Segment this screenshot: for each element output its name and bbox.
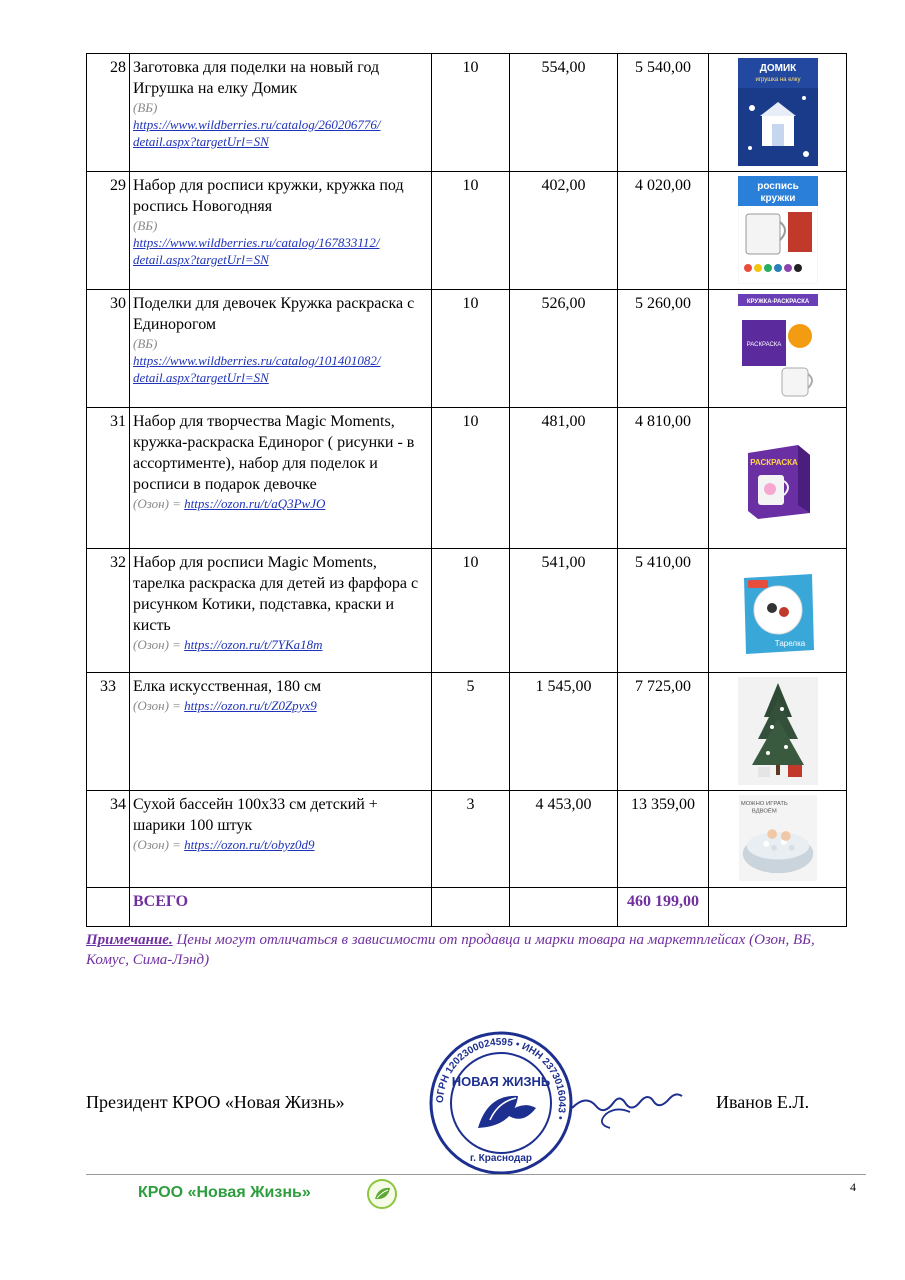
item-image-cell <box>709 549 847 673</box>
table-row <box>87 673 847 791</box>
source-label: (Озон) = <box>133 496 185 511</box>
item-qty: 10 <box>432 290 510 408</box>
product-image-unicorn-mug <box>738 294 818 402</box>
item-image-cell <box>709 290 847 408</box>
product-image-ball-pit <box>738 795 818 881</box>
item-total: 5 260,00 <box>618 290 709 408</box>
item-link[interactable]: https://ozon.ru/t/aQ3PwJO <box>184 496 326 511</box>
product-image-plate-kit <box>738 558 818 666</box>
item-source <box>133 217 428 268</box>
item-qty: 3 <box>432 791 510 888</box>
table-row <box>87 172 847 290</box>
leaf-logo-icon <box>366 1178 398 1210</box>
item-cell <box>130 54 432 172</box>
footer-divider <box>86 1174 866 1175</box>
svg-text:МОЖНО ИГРАТЬ: МОЖНО ИГРАТЬ <box>740 800 788 807</box>
item-link[interactable]: https://ozon.ru/t/obyz0d9 <box>184 837 315 852</box>
svg-text:ОГРН 1202300024595 • ИНН 23730: ОГРН 1202300024595 • ИНН 2373016043 • <box>434 1036 568 1121</box>
row-number: 29 <box>87 172 130 290</box>
product-image-magic-moments-mug <box>738 425 818 533</box>
item-link[interactable]: https://ozon.ru/t/7YKa18m <box>184 637 323 652</box>
total-row <box>87 888 847 927</box>
items-table <box>86 53 847 927</box>
svg-text:роспись: роспись <box>756 181 799 192</box>
item-name: Заготовка для поделки на новый год Игрушка на елку Домик <box>133 59 380 97</box>
item-qty: 10 <box>432 54 510 172</box>
svg-text:Тарелка: Тарелка <box>774 638 805 648</box>
organization-stamp <box>428 1030 574 1176</box>
row-number: 34 <box>87 791 130 888</box>
svg-text:КРУЖКА-РАСКРАСКА: КРУЖКА-РАСКРАСКА <box>746 299 809 305</box>
item-name: Сухой бассейн 100х33 см детский + шарики 100 штук <box>133 796 378 834</box>
row-number: 31 <box>87 408 130 549</box>
row-number: 30 <box>87 290 130 408</box>
item-qty: 10 <box>432 408 510 549</box>
item-price: 526,00 <box>510 290 618 408</box>
item-price: 481,00 <box>510 408 618 549</box>
table-row <box>87 549 847 673</box>
item-price: 1 545,00 <box>510 673 618 791</box>
item-name: Поделки для девочек Кружка раскраска с Единорогом <box>133 295 415 333</box>
page-number: 4 <box>850 1180 856 1194</box>
item-source <box>133 335 428 386</box>
table-row <box>87 290 847 408</box>
item-price: 402,00 <box>510 172 618 290</box>
item-name: Набор для росписи Magic Moments, тарелка раскраска для детей из фарфора с рисунком Котики, подставка, краски и кисть <box>133 554 419 634</box>
signatory-name: Иванов Е.Л. <box>716 1092 810 1112</box>
item-cell <box>130 172 432 290</box>
item-name: Набор для росписи кружки, кружка под роспись Новогодняя <box>133 177 404 215</box>
item-source <box>133 495 428 512</box>
item-qty: 5 <box>432 673 510 791</box>
svg-text:РАСКРАСКА: РАСКРАСКА <box>749 458 798 467</box>
note-label: Примечание. <box>86 932 173 948</box>
item-image-cell <box>709 673 847 791</box>
item-image-cell <box>709 172 847 290</box>
svg-text:игрушка на елку: игрушка на елку <box>754 77 801 83</box>
source-label: (ВБ) <box>133 336 158 351</box>
item-qty: 10 <box>432 549 510 673</box>
item-link[interactable]: https://www.wildberries.ru/catalog/260206776/ detail.aspx?targetUrl=SN <box>133 117 381 149</box>
footer-org-name: КРОО «Новая Жизнь» <box>138 1184 311 1201</box>
item-cell <box>130 673 432 791</box>
svg-text:ДОМИК: ДОМИК <box>759 63 796 74</box>
product-image-christmas-tree <box>738 677 818 785</box>
item-total: 13 359,00 <box>618 791 709 888</box>
svg-text:ВДВОЁМ: ВДВОЁМ <box>751 808 777 815</box>
total-sum: 460 199,00 <box>618 888 709 927</box>
item-price: 554,00 <box>510 54 618 172</box>
row-number: 33 <box>87 673 130 791</box>
item-total: 7 725,00 <box>618 673 709 791</box>
item-price: 4 453,00 <box>510 791 618 888</box>
price-note <box>86 930 846 970</box>
item-qty: 10 <box>432 172 510 290</box>
source-label: (ВБ) <box>133 100 158 115</box>
signatory-position: Президент КРОО «Новая Жизнь» <box>86 1092 345 1112</box>
item-image-cell <box>709 408 847 549</box>
table-row <box>87 791 847 888</box>
item-name: Набор для творчества Magic Moments, кружка-раскраска Единорог ( рисунки - в ассортименте), набор для поделок и росписи в подарок девочке <box>133 413 415 493</box>
svg-text:НОВАЯ ЖИЗНЬ: НОВАЯ ЖИЗНЬ <box>451 1074 551 1089</box>
svg-text:г. Краснодар: г. Краснодар <box>469 1153 533 1164</box>
item-name: Елка искусственная, 180 см <box>133 678 322 695</box>
item-source <box>133 836 428 853</box>
item-cell <box>130 549 432 673</box>
handwritten-signature <box>570 1080 685 1140</box>
item-price: 541,00 <box>510 549 618 673</box>
item-total: 4 020,00 <box>618 172 709 290</box>
item-link[interactable]: https://www.wildberries.ru/catalog/101401082/ detail.aspx?targetUrl=SN <box>133 353 381 385</box>
item-cell <box>130 791 432 888</box>
item-image-cell <box>709 791 847 888</box>
source-label: (Озон) = <box>133 637 185 652</box>
total-label: ВСЕГО <box>130 888 432 927</box>
item-cell <box>130 290 432 408</box>
table-row <box>87 408 847 549</box>
item-link[interactable]: https://www.wildberries.ru/catalog/167833112/ detail.aspx?targetUrl=SN <box>133 235 380 267</box>
table-row <box>87 54 847 172</box>
item-source <box>133 99 428 150</box>
product-image-house-toy <box>738 58 818 166</box>
source-label: (ВБ) <box>133 218 158 233</box>
item-source <box>133 697 428 714</box>
item-total: 5 410,00 <box>618 549 709 673</box>
svg-text:РАСКРАСКА: РАСКРАСКА <box>746 342 781 348</box>
item-cell <box>130 408 432 549</box>
item-total: 4 810,00 <box>618 408 709 549</box>
row-number: 28 <box>87 54 130 172</box>
source-label: (Озон) = <box>133 698 185 713</box>
note-text: Цены могут отличаться в зависимости от продавца и марки товара на маркетплейсах (Озон, ВБ, Комус, Сима-Лэнд) <box>86 932 815 968</box>
item-link[interactable]: https://ozon.ru/t/Z0Zpyx9 <box>184 698 317 713</box>
svg-text:кружки: кружки <box>760 193 795 204</box>
item-source <box>133 636 428 653</box>
product-image-mug-kit <box>738 176 818 284</box>
source-label: (Озон) = <box>133 837 185 852</box>
item-total: 5 540,00 <box>618 54 709 172</box>
item-image-cell <box>709 54 847 172</box>
row-number: 32 <box>87 549 130 673</box>
